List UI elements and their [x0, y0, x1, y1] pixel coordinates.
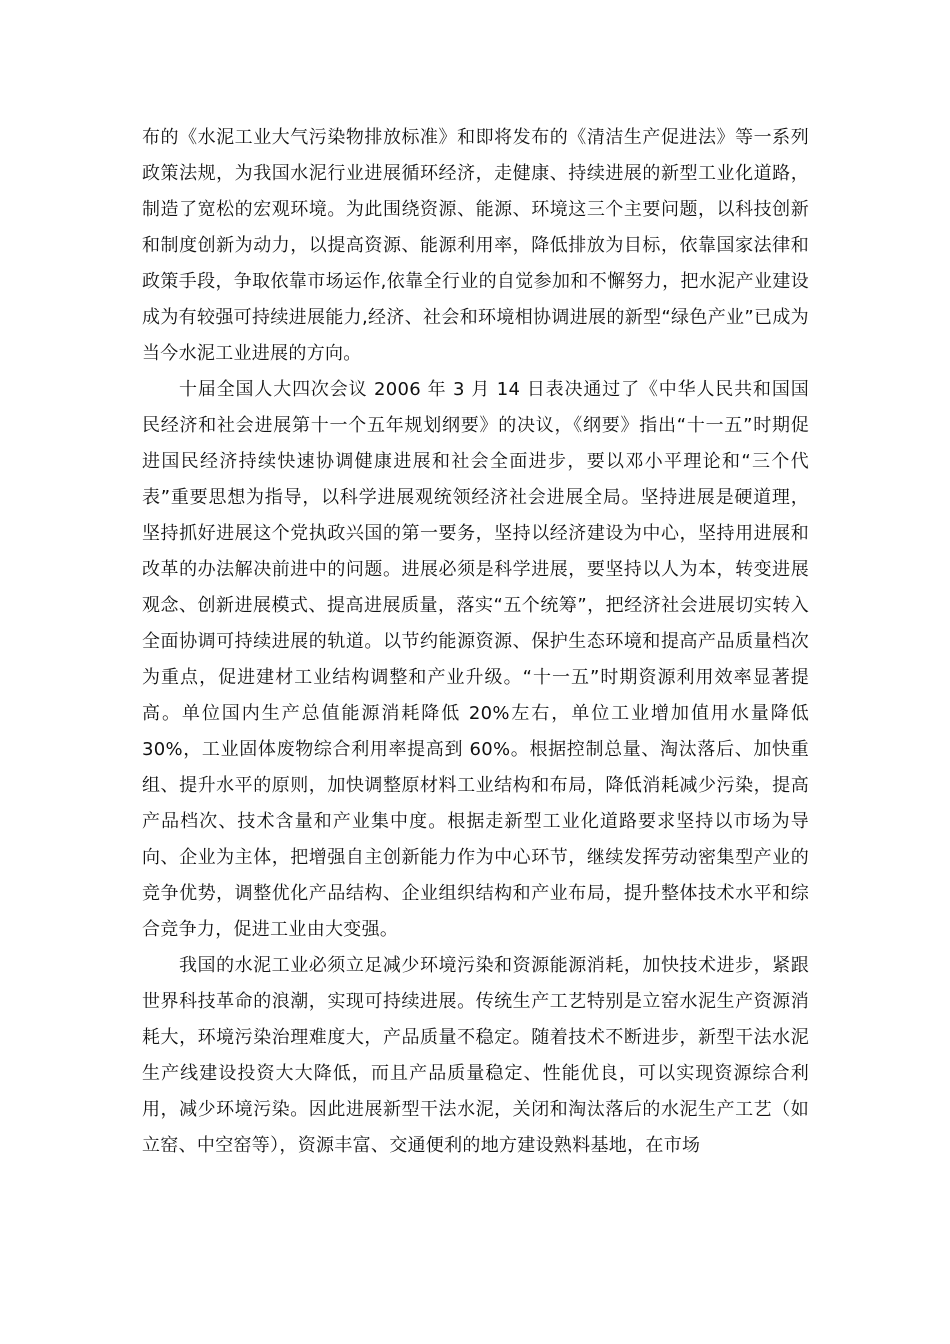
paragraph-cement-industry: 我国的水泥工业必须立足减少环境污染和资源能源消耗，加快技术进步，紧跟世界科技革命的浪潮，实现可持续进展。传统生产工艺特别是立窑水泥生产资源消耗大，环境污染治理难度大，产品质量不稳定。随着技术不断进步，新型干法水泥生产线建设投资大大降低，而且产品质量稳定、性能优良，可以实现资源综合利用，减少环境污染。因此进展新型干法水泥，关闭和淘汰落后的水泥生产工艺（如立窑、中空窑等），资源丰富、交通便利的地方建设熟料基地，在市场 — [142, 955, 809, 1156]
document-body — [142, 120, 809, 1164]
paragraph-continuation: 布的《水泥工业大气污染物排放标准》和即将发布的《清洁生产促进法》等一系列政策法规，为我国水泥行业进展循环经济，走健康、持续进展的新型工业化道路，制造了宽松的宏观环境。为此围绕资源、能源、环境这三个主要问题，以科技创新和制度创新为动力，以提高资源、能源利用率，降低排放为目标，依靠国家法律和政策手段，争取依靠市场运作,依靠全行业的自觉参加和不懈努力，把水泥产业建设成为有较强可持续进展能力,经济、社会和环境相协调进展的新型“绿色产业”已成为当今水泥工业进展的方向。 — [142, 127, 809, 364]
paragraph-five-year-plan: 十届全国人大四次会议 2006 年 3 月 14 日表决通过了《中华人民共和国国民经济和社会进展第十一个五年规划纲要》的决议，《纲要》指出“十一五”时期促进国民经济持续快速协调健康进展和社会全面进步，要以邓小平理论和“三个代表”重要思想为指导，以科学进展观统领经济社会进展全局。坚持进展是硬道理，坚持抓好进展这个党执政兴国的第一要务，坚持以经济建设为中心，坚持用进展和改革的办法解决前进中的问题。进展必须是科学进展，要坚持以人为本，转变进展观念、创新进展模式、提高进展质量，落实“五个统筹”，把经济社会进展切实转入全面协调可持续进展的轨道。以节约能源资源、保护生态环境和提高产品质量档次为重点，促进建材工业结构调整和产业升级。“十一五”时期资源利用效率显著提高。单位国内生产总值能源消耗降低 20%左右，单位工业增加值用水量降低 30%，工业固体废物综合利用率提高到 60%。根据控制总量、淘汰落后、加快重组、提升水平的原则，加快调整原材料工业结构和布局，降低消耗减少污染，提高产品档次、技术含量和产业集中度。根据走新型工业化道路要求坚持以市场为导向、企业为主体，把增强自主创新能力作为中心环节，继续发挥劳动密集型产业的竞争优势，调整优化产品结构、企业组织结构和产业布局，提升整体技术水平和综合竞争力，促进工业由大变强。 — [142, 379, 809, 940]
